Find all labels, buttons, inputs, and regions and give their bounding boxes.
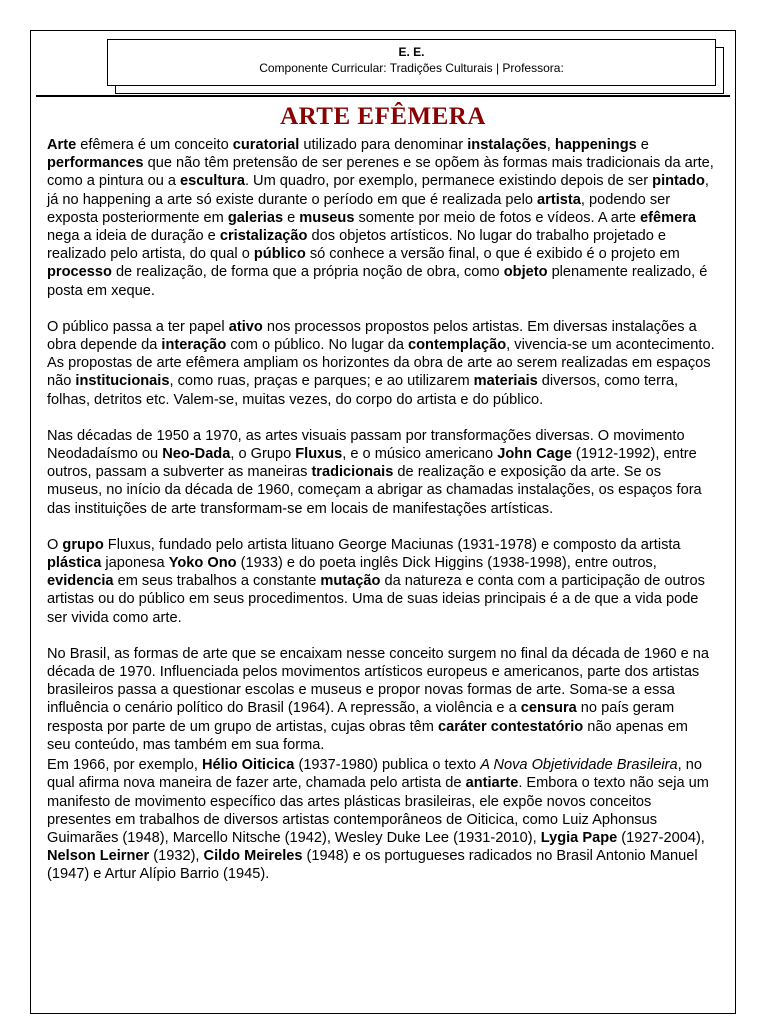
text-span: , e o músico americano bbox=[342, 446, 498, 463]
bold-term: evidencia bbox=[47, 573, 114, 590]
bold-term: interação bbox=[161, 337, 227, 354]
text-span: da natureza e conta com a participação de outros artistas ou do público em seus procedimentos. Uma de suas ideias principais é a de que a vida pode ser vivida como arte. bbox=[47, 573, 705, 626]
bold-term: materiais bbox=[473, 373, 538, 390]
text-span: somente por meio de fotos e vídeos. A arte bbox=[354, 209, 641, 226]
text-span: japonesa bbox=[101, 555, 169, 572]
text-span: Nas décadas de 1950 a 1970, as artes visuais passam por transformações diversas. O movimento Neodadaísmo ou bbox=[47, 427, 685, 463]
text-span: dos objetos artísticos. No lugar do trabalho projetado e realizado pelo artista, do qual o bbox=[47, 228, 667, 263]
bold-term: escultura bbox=[180, 173, 245, 190]
document-body bbox=[47, 136, 715, 902]
course-subtitle: Componente Curricular: Tradições Culturais | Professora: bbox=[259, 61, 564, 75]
paragraph-5 bbox=[47, 645, 715, 754]
bold-term: contemplação bbox=[408, 337, 507, 354]
text-span: , vivencia-se um acontecimento. As propostas de arte efêmera ampliam os horizontes da obra de arte ao serem realizadas em espaços não bbox=[47, 337, 715, 390]
text-span: , bbox=[546, 137, 555, 153]
text-span: No Brasil, as formas de arte que se encaixam nesse conceito surgem no final da década de 1960 e na década de 1970. Influenciada pelos movimentos artísticos europeus e americanos, parte dos artistas brasileiros passa a questionar escolas e museus e propor novas formas de arte. Soma-se a essa influência o cenário político do Brasil (1964). A repressão, a violência e a bbox=[47, 645, 709, 717]
bold-term: mutação bbox=[320, 573, 381, 590]
bold-term: Nelson Leirner bbox=[47, 848, 150, 865]
text-span: , podendo ser exposta posteriormente em bbox=[47, 191, 671, 226]
text-span: . Embora o texto não seja um manifesto de movimento específico das artes plásticas brasileiras, ele expõe novos conceitos presentes em trabalhos de diversos artistas contemporâneos de Oiticica, como Luiz Aphonsus Guimarães (1948), Marcello Nitsche (1942), Wesley Duke Lee (1931-2010), bbox=[47, 775, 709, 846]
paragraph-1 bbox=[47, 136, 715, 300]
bold-term: curatorial bbox=[232, 137, 300, 153]
bold-term: tradicionais bbox=[311, 464, 394, 481]
bold-term: Arte bbox=[47, 137, 77, 153]
bold-term: Neo-Dada bbox=[162, 446, 231, 463]
text-span: . Um quadro, por exemplo, permanece existindo depois de ser bbox=[244, 173, 653, 190]
bold-term: Cildo Meireles bbox=[203, 848, 303, 865]
bold-term: censura bbox=[520, 700, 577, 717]
text-span: (1912-1992), entre outros, passam a subverter as maneiras bbox=[47, 446, 697, 481]
text-span: (1948) e os portugueses radicados no Brasil Antonio Manuel (1947) e Artur Alípio Barrio (1945). bbox=[47, 848, 698, 883]
text-span: , já no happening a arte só existe durante o período em que é realizada pelo bbox=[47, 173, 709, 208]
bold-term: Lygia Pape bbox=[540, 829, 618, 846]
header-box bbox=[107, 39, 716, 86]
paragraph-3 bbox=[47, 427, 715, 518]
text-span: (1933) e do poeta inglês Dick Higgins (1938-1998), entre outros, bbox=[236, 555, 657, 572]
bold-term: galerias bbox=[227, 209, 284, 226]
bold-term: público bbox=[253, 246, 306, 263]
text-span: diversos, como terra, folhas, detritos etc. Valem-se, muitas vezes, do corpo do artista e do público. bbox=[47, 373, 679, 408]
text-span: O público passa a ter papel bbox=[47, 318, 229, 335]
text-span: de realização e exposição da arte. Se os museus, no início da década de 1960, começam a abrigar as chamadas instalações, os espaços fora das instituições de arte transformam-se em locais de manifestações artísticas. bbox=[47, 464, 702, 517]
paragraph-6 bbox=[47, 756, 715, 883]
document-title: ARTE EFÊMERA bbox=[280, 103, 486, 130]
bold-term: artista bbox=[537, 191, 581, 208]
bold-term: happenings bbox=[554, 137, 637, 153]
text-span: (1927-2004), bbox=[617, 829, 705, 846]
bold-term: objeto bbox=[503, 264, 548, 281]
bold-term: antiarte bbox=[465, 775, 519, 792]
paragraph-2 bbox=[47, 318, 715, 409]
bold-term: efêmera bbox=[640, 209, 696, 226]
bold-term: plástica bbox=[47, 555, 102, 572]
text-span: (1932), bbox=[149, 848, 204, 865]
text-span: que não têm pretensão de ser perenes e se opõem às formas mais tradicionais da arte, como a pintura ou a bbox=[47, 155, 714, 190]
bold-term: Yoko Ono bbox=[168, 555, 237, 572]
bold-term: ativo bbox=[228, 318, 263, 335]
bold-term: Hélio Oiticica bbox=[201, 757, 295, 774]
text-span: , no qual afirma nova maneira de fazer arte, chamada pelo artista de bbox=[47, 757, 702, 792]
bold-term: grupo bbox=[62, 536, 104, 553]
text-span: nega a ideia de duração e bbox=[47, 228, 220, 245]
text-span: não apenas em seu conteúdo, mas também em sua forma. bbox=[47, 718, 688, 753]
bold-term: caráter contestatório bbox=[438, 718, 584, 735]
text-span: de realização, de forma que a própria noção de obra, como bbox=[111, 264, 504, 281]
text-span: e bbox=[283, 209, 300, 226]
bold-term: instalações bbox=[467, 137, 547, 153]
text-span: com o público. No lugar da bbox=[226, 337, 409, 354]
italic-title: A Nova Objetividade Brasileira bbox=[480, 757, 678, 774]
header-divider bbox=[36, 95, 730, 97]
text-span: utilizado para denominar bbox=[299, 137, 468, 153]
text-span: nos processos propostos pelos artistas. Em diversas instalações a obra depende da bbox=[47, 318, 697, 354]
text-span: só conhece a versão final, o que é exibido é o projeto em bbox=[305, 246, 680, 263]
bold-term: institucionais bbox=[75, 373, 170, 390]
bold-term: pintado bbox=[652, 173, 705, 190]
text-span: e bbox=[636, 137, 649, 153]
bold-term: museus bbox=[299, 209, 355, 226]
text-span: em seus trabalhos a constante bbox=[113, 573, 321, 590]
text-span: efêmera é um conceito bbox=[76, 137, 233, 153]
bold-term: cristalização bbox=[219, 228, 308, 245]
text-span: , como ruas, praças e parques; e ao utilizarem bbox=[169, 373, 474, 390]
school-name: E. E. bbox=[398, 45, 425, 59]
paragraph-4 bbox=[47, 536, 715, 627]
text-span: O bbox=[47, 536, 63, 553]
text-span: Fluxus, fundado pelo artista lituano George Maciunas (1931-1978) e composto da artista bbox=[103, 536, 681, 553]
bold-term: Fluxus bbox=[295, 446, 343, 463]
text-span: no país geram resposta por parte de um grupo de artistas, cujas obras têm bbox=[47, 700, 675, 735]
text-span: , o Grupo bbox=[230, 446, 296, 463]
bold-term: performances bbox=[47, 155, 144, 172]
bold-term: processo bbox=[47, 264, 112, 281]
text-span: (1937-1980) publica o texto bbox=[294, 757, 481, 774]
text-span: plenamente realizado, é posta em xeque. bbox=[47, 264, 708, 299]
text-span: Em 1966, por exemplo, bbox=[47, 757, 202, 774]
bold-term: John Cage bbox=[497, 446, 572, 463]
